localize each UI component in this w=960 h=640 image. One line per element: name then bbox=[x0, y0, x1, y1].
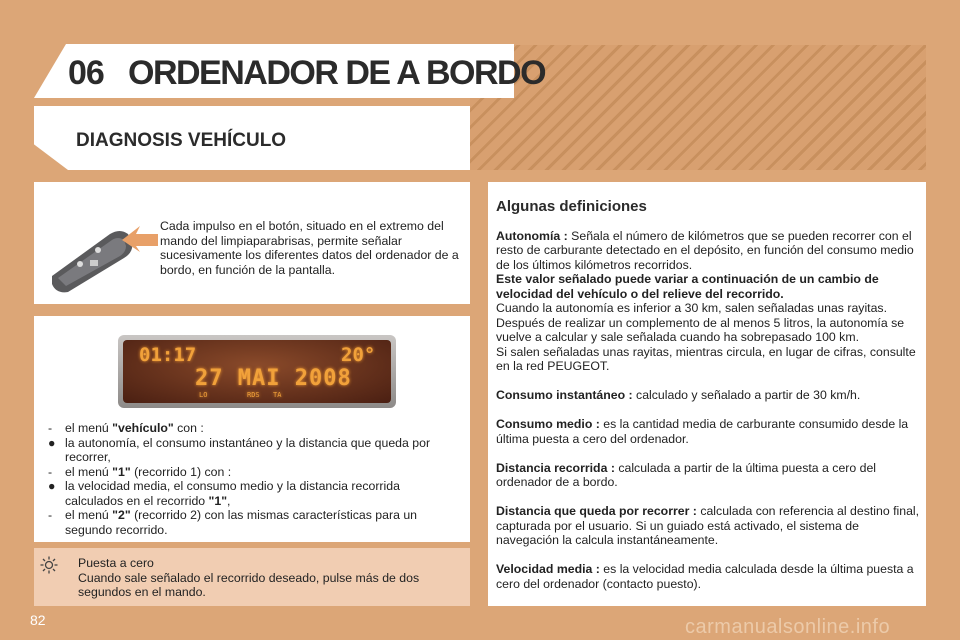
list-item: ● la velocidad media, el consumo medio y la distancia recorrida calculados en el recorrido "1", bbox=[48, 479, 400, 508]
tip-title: Puesta a cero bbox=[78, 556, 154, 570]
list-item: - el menú "2" (recorrido 2) con las mismas características para un segundo recorrido. bbox=[48, 508, 418, 537]
lcd-screen bbox=[123, 340, 391, 403]
definitions-heading: Algunas definiciones bbox=[496, 198, 647, 215]
page-title: ORDENADOR DE A BORDO bbox=[128, 54, 546, 92]
lcd-time: 01:17 bbox=[139, 344, 197, 366]
section-subtitle: DIAGNOSIS VEHÍCULO bbox=[76, 130, 287, 151]
menu-list bbox=[48, 421, 458, 537]
lcd-rds: RDS bbox=[247, 391, 260, 399]
definition-item: Consumo instantáneo : calculado y señalado a partir de 30 km/h. bbox=[496, 388, 861, 402]
tip-sun-icon bbox=[40, 556, 58, 574]
intro-text: Cada impulso en el botón, situado en el extremo del mando del limpiaparabrisas, permite señalar sucesivamente los diferentes datos del ordenador de a bordo, en función de la pantalla. bbox=[160, 219, 459, 277]
definition-autonomia: Autonomía : Señala el número de kilómetros que se pueden recorrer con el resto de carburante detectado en el depósito, en función del consumo medio de los últimos kilómetros recorridos. Este valor señalado puede variar a continuación de un cambio de velocidad del vehículo o del relieve del recorrido. Cuando la autonomía es inferior a 30 km, salen señaladas unas rayitas. Después de realizar un complemento de al menos 5 litros, la autonomía se vuelve a calcular y sale señalada cuando ha sobrepasado 100 km. Si salen señaladas unas rayitas, mientras circula, en lugar de cifras, consulte en la red PEUGEOT. bbox=[496, 228, 916, 373]
definitions bbox=[496, 200, 922, 606]
lcd-display bbox=[118, 335, 396, 408]
pointer-arrow-icon bbox=[122, 226, 158, 252]
lcd-lo: LO bbox=[199, 391, 208, 399]
tip-text bbox=[78, 556, 458, 600]
definition-item: Velocidad media : es la velocidad media calculada desde la última puesta a cero del ordenador (contacto puesto). bbox=[496, 562, 914, 591]
definition-item: Distancia recorrida : calculada a partir de la última puesta a cero del ordenador de a bordo. bbox=[496, 460, 877, 489]
tip-body: Cuando sale señalado el recorrido deseado, pulse más de dos segundos en el mando. bbox=[78, 570, 420, 599]
lcd-temperature: 20° bbox=[341, 344, 376, 366]
list-item: - el menú "vehículo" con : bbox=[48, 421, 204, 435]
definition-item: Distancia que queda por recorrer : calculada con referencia al destino final, capturada por el usuario. Si un guiado está activado, el sistema de navegación la calcula instantáneamente. bbox=[496, 504, 920, 547]
lcd-ta: TA bbox=[273, 391, 282, 399]
watermark: carmanualsonline.info bbox=[685, 616, 891, 638]
list-item: - el menú "1" (recorrido 1) con : bbox=[48, 464, 232, 479]
list-item: ● la autonomía, el consumo instantáneo y la distancia que queda por recorrer, bbox=[48, 435, 431, 464]
page-number: 82 bbox=[30, 612, 46, 628]
definition-item: Consumo medio : es la cantidad media de carburante consumido desde la última puesta a cero del ordenador. bbox=[496, 417, 909, 446]
chapter-number: 06 bbox=[68, 54, 104, 92]
lcd-date: 27 MAI 2008 bbox=[195, 366, 352, 391]
